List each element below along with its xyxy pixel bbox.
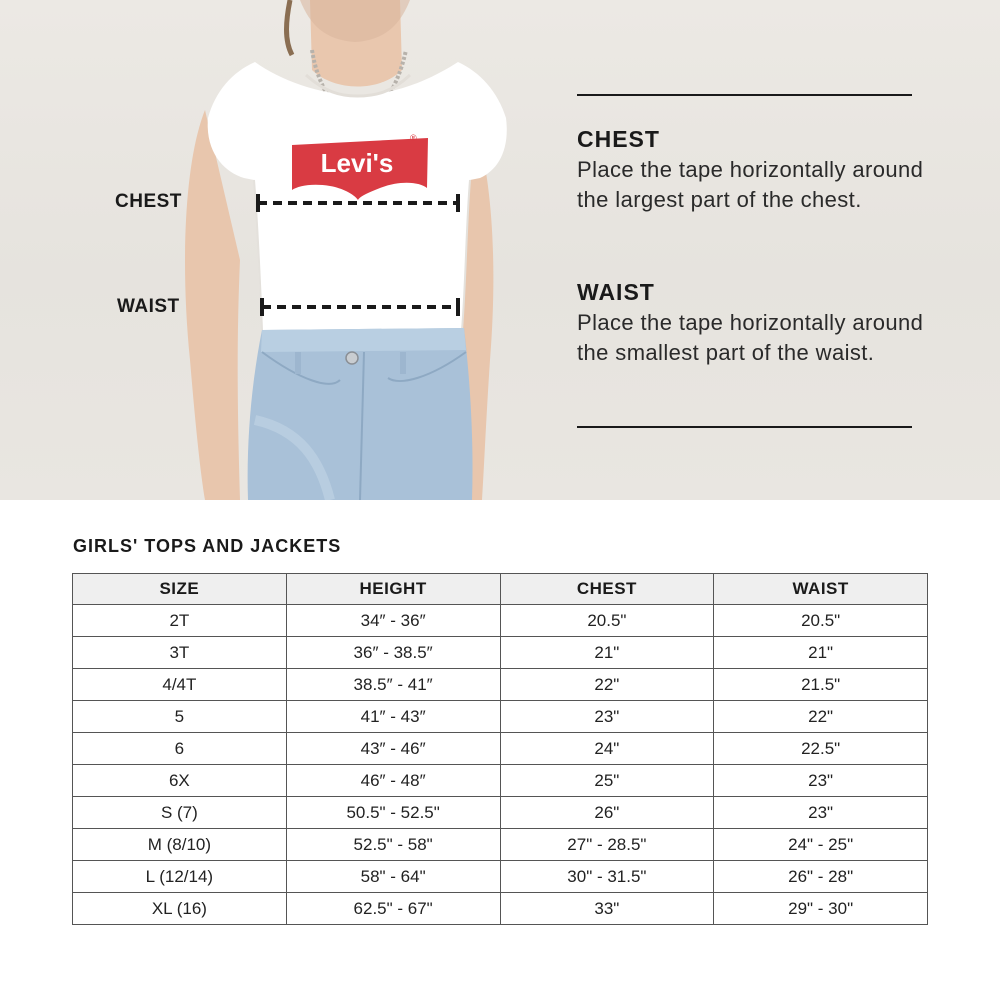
cell-height: 38.5″ - 41″ [286,669,500,701]
cell-chest: 22" [500,669,714,701]
table-row [73,669,928,701]
cell-waist: 23" [714,797,928,829]
cell-height: 36″ - 38.5″ [286,637,500,669]
cell-chest: 25" [500,765,714,797]
cell-height: 43″ - 46″ [286,733,500,765]
cell-waist: 24" - 25" [714,829,928,861]
cell-chest: 23" [500,701,714,733]
cell-size: 4/4T [73,669,287,701]
cell-size: 6X [73,765,287,797]
divider-bottom [577,426,912,428]
cell-size: 6 [73,733,287,765]
cell-waist: 20.5" [714,605,928,637]
cell-chest: 30" - 31.5" [500,861,714,893]
svg-text:®: ® [410,133,417,143]
cell-size: S (7) [73,797,287,829]
chest-heading: CHEST [577,126,660,152]
cell-height: 62.5" - 67" [286,893,500,925]
cell-height: 41″ - 43″ [286,701,500,733]
cell-waist: 21.5" [714,669,928,701]
cell-waist: 29" - 30" [714,893,928,925]
cell-height: 52.5" - 58" [286,829,500,861]
cell-waist: 26" - 28" [714,861,928,893]
cell-height: 50.5" - 52.5" [286,797,500,829]
table-row [73,637,928,669]
cell-waist: 22.5" [714,733,928,765]
cell-size: M (8/10) [73,829,287,861]
column-header-height: HEIGHT [286,574,500,605]
table-header-row [73,574,928,605]
column-header-chest: CHEST [500,574,714,605]
cell-chest: 21" [500,637,714,669]
table-row [73,893,928,925]
cell-height: 34″ - 36″ [286,605,500,637]
cell-size: 3T [73,637,287,669]
size-chart-table [72,573,928,925]
table-row [73,797,928,829]
cell-chest: 26" [500,797,714,829]
cell-size: XL (16) [73,893,287,925]
cell-chest: 24" [500,733,714,765]
divider-top [577,94,912,96]
cell-waist: 23" [714,765,928,797]
cell-size: L (12/14) [73,861,287,893]
model-photo [0,0,560,500]
column-header-size: SIZE [73,574,287,605]
cell-chest: 27" - 28.5" [500,829,714,861]
cell-height: 58" - 64" [286,861,500,893]
column-header-waist: WAIST [714,574,928,605]
waist-label: WAIST [117,296,180,317]
chest-label: CHEST [115,191,182,212]
levis-logo: Levi's [320,148,394,178]
waist-heading: WAIST [577,279,655,305]
table-row [73,733,928,765]
table-title: GIRLS' TOPS AND JACKETS [73,536,342,556]
waist-instructions: Place the tape horizontally around the smallest part of the waist. [577,310,924,365]
table-row [73,605,928,637]
cell-chest: 33" [500,893,714,925]
table-row [73,861,928,893]
chest-instructions: Place the tape horizontally around the largest part of the chest. [577,157,924,212]
table-row [73,765,928,797]
cell-waist: 22" [714,701,928,733]
cell-chest: 20.5" [500,605,714,637]
cell-waist: 21" [714,637,928,669]
table-body [73,605,928,925]
cell-height: 46″ - 48″ [286,765,500,797]
table-row [73,829,928,861]
cell-size: 5 [73,701,287,733]
cell-size: 2T [73,605,287,637]
table-row [73,701,928,733]
